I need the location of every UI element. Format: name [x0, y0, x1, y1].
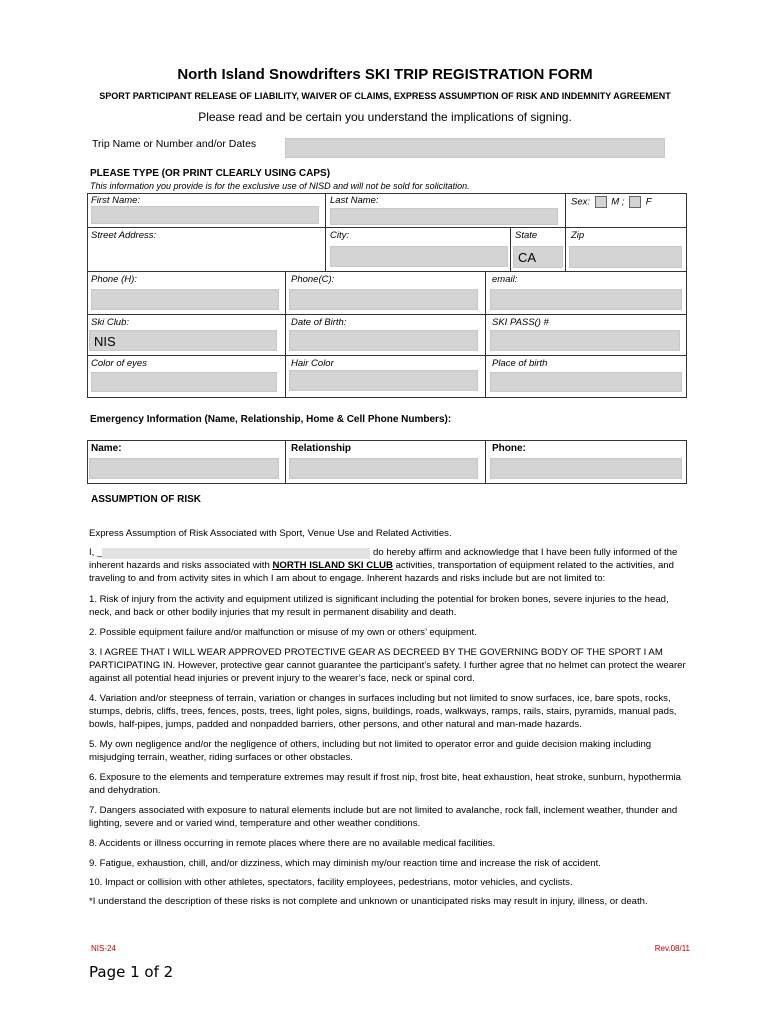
sex-label-group: [571, 196, 652, 208]
emergency-name-label: Name:: [91, 443, 122, 454]
dob-label: Date of Birth:: [291, 317, 347, 328]
sex-f-label: F: [645, 196, 652, 208]
emergency-heading: Emergency Information (Name, Relationship, Home & Cell Phone Numbers):: [90, 414, 452, 425]
phone-home-field[interactable]: [91, 289, 279, 310]
risk-item-1: 1. Risk of injury from the activity and equipment utilized is significant including the potential for broken bones, severe injuries to the head, neck, and back or other bodily injuries that my result in permanent disability and death.: [89, 594, 669, 618]
risk-item-4: 4. Variation and/or steepness of terrain, variation or changes in surfaces including but not limited to snow surfaces, ice, bare spots, rocks, stumps, debris, cliffs, trees, fences, posts, trees, light poles, signs, buildings, roads, walkways, ramps, rails, stairs, pyramids, manual pads, bowls, half-pipes, jumps, padded and nonpadded barriers, other persons, and other natural and man-made hazards.: [89, 693, 677, 730]
phone-cell-label: Phone(C):: [291, 274, 335, 285]
participant-name-field[interactable]: [102, 548, 370, 559]
sex-f-checkbox[interactable]: [629, 196, 641, 208]
risk-disclaimer: *I understand the description of these risks is not complete and unknown or unanticipated risks may result in injury, illness, or death.: [89, 896, 648, 907]
state-label: State: [515, 230, 538, 241]
phone-cell-field[interactable]: [289, 289, 478, 310]
risk-item-6: 6. Exposure to the elements and temperature extremes may result if frost nip, frost bite, heat exhaustion, heat stroke, sunburn, hypothermia and dehydration.: [89, 772, 681, 796]
phone-home-label: Phone (H):: [91, 274, 137, 285]
eye-color-label: Color of eyes: [91, 358, 147, 369]
form-code: NIS-24: [91, 944, 116, 953]
affirm-end: activities, transportation of equipment related to the activities, and traveling to and from activity sites in which I am about to engage. Inherent hazards and risks include but are not limited to:: [89, 560, 674, 584]
city-field[interactable]: [330, 246, 508, 267]
affirm-mid: do hereby affirm and acknowledge that I have been fully informed of the inherent hazards and risks associated with: [89, 547, 678, 571]
hair-color-field[interactable]: [289, 370, 478, 391]
risk-item-9: 9. Fatigue, exhaustion, chill, and/or dizziness, which may diminish my/our reaction time and increase the risk of accident.: [89, 858, 601, 869]
first-name-field[interactable]: [91, 206, 319, 224]
dob-field[interactable]: [289, 330, 478, 351]
hair-color-label: Hair Color: [291, 358, 334, 369]
first-name-label: First Name:: [91, 195, 141, 206]
city-label: City:: [330, 230, 349, 241]
risk-item-5: 5. My own negligence and/or the negligence of others, including but not limited to operator error and guide decision making including misjudging terrain, weather, riding surfaces or other obstacles.: [89, 739, 652, 763]
affirm-prefix: I, _: [89, 547, 103, 558]
birthplace-field[interactable]: [490, 372, 682, 392]
sex-m-checkbox[interactable]: [595, 196, 607, 208]
risk-affirmation: [89, 546, 689, 585]
ski-pass-label: SKI PASS() #: [492, 317, 549, 328]
emergency-relationship-field[interactable]: [289, 458, 478, 479]
risk-item-7: 7. Dangers associated with exposure to natural elements include but are not limited to avalanche, rock fall, inclement weather, thunder and lighting, severe and or varied wind, temperature and other weather conditions.: [89, 805, 678, 829]
ski-club-label: Ski Club:: [91, 317, 130, 328]
personal-note: This information you provide is for the exclusive use of NISD and will not be sold for solicitation.: [90, 181, 470, 191]
page-number: Page 1 of 2: [89, 963, 174, 981]
sex-m-label: M ;: [611, 196, 625, 208]
trip-field[interactable]: [285, 138, 665, 158]
state-field[interactable]: CA: [513, 246, 563, 268]
form-title: North Island Snowdrifters SKI TRIP REGISTRATION FORM: [177, 66, 593, 83]
email-label: email:: [492, 274, 518, 285]
form-subtitle: SPORT PARTICIPANT RELEASE OF LIABILITY, WAIVER OF CLAIMS, EXPRESS ASSUMPTION OF RISK AND INDEMNITY AGREEMENT: [99, 91, 671, 101]
email-field[interactable]: [490, 289, 682, 310]
emergency-relationship-label: Relationship: [291, 443, 352, 454]
sex-label: Sex:: [571, 196, 591, 208]
street-label: Street Address:: [91, 230, 157, 241]
zip-label: Zip: [571, 230, 585, 241]
risk-intro: Express Assumption of Risk Associated with Sport, Venue Use and Related Activities.: [89, 528, 452, 539]
last-name-label: Last Name:: [330, 195, 379, 206]
risk-item-3: 3. I AGREE THAT I WILL WEAR APPROVED PROTECTIVE GEAR AS DECREED BY THE GOVERNING BODY OF THE SPORT I AM PARTICIPATING IN. However, protective gear cannot guarantee the participant’s safety. I further agree that no helmet can protect the wearer against all potential head injuries or prevent injury to the wearer’s face, neck or spinal cord.: [89, 647, 686, 684]
zip-field[interactable]: [569, 246, 682, 268]
risk-heading: ASSUMPTION OF RISK: [91, 494, 202, 505]
ski-club-field[interactable]: NIS: [89, 330, 277, 351]
last-name-field[interactable]: [330, 208, 558, 225]
personal-heading: PLEASE TYPE (OR PRINT CLEARLY USING CAPS): [90, 168, 331, 179]
form-instruction: Please read and be certain you understand the implications of signing.: [198, 110, 572, 124]
risk-item-2: 2. Possible equipment failure and/or malfunction or misuse of my own or others’ equipment.: [89, 627, 477, 638]
risk-item-10: 10. Impact or collision with other athletes, spectators, facility employees, pedestrians, motor vehicles, and cyclists.: [89, 877, 573, 888]
risk-item-8: 8. Accidents or illness occurring in remote places where there are no available medical facilities.: [89, 838, 496, 849]
eye-color-field[interactable]: [91, 372, 277, 392]
club-name: NORTH ISLAND SKI CLUB: [272, 560, 393, 571]
ski-pass-field[interactable]: [490, 330, 680, 351]
emergency-phone-field[interactable]: [490, 458, 682, 479]
emergency-name-field[interactable]: [89, 458, 279, 479]
birthplace-label: Place of birth: [492, 358, 548, 369]
revision-label: Rev.08/11: [654, 944, 690, 953]
trip-label: Trip Name or Number and/or Dates: [92, 138, 257, 150]
emergency-phone-label: Phone:: [492, 443, 526, 454]
